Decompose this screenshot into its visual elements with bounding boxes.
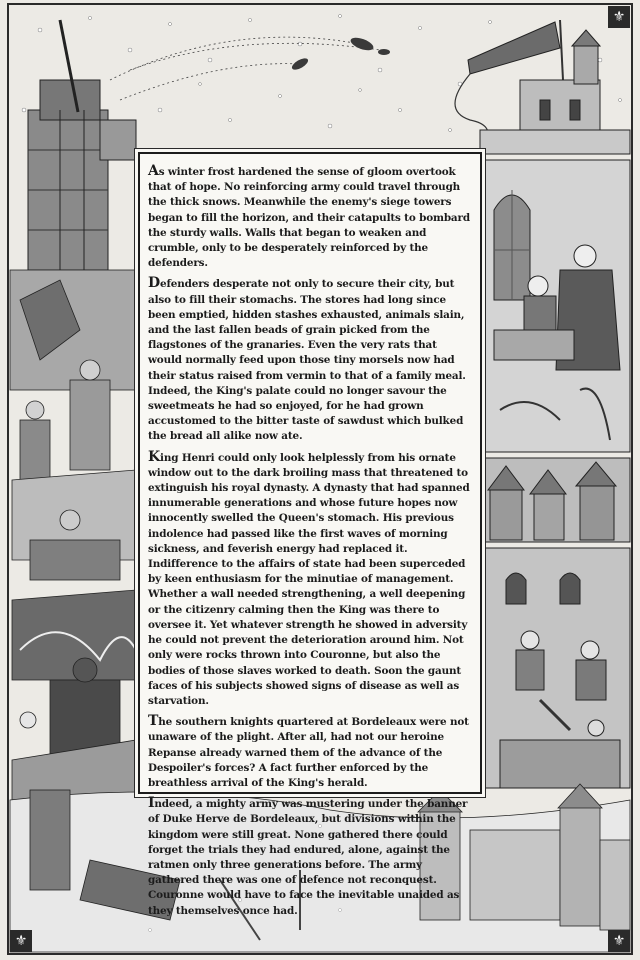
catapult-missiles	[110, 37, 380, 100]
right-throne-panel	[484, 160, 630, 452]
paragraph: As winter frost hardened the sense of gloom overtook that of hope. No reinforcing army could travel through the thick snows. Meanwhile the enemy's siege towers began to fill the horizon, and their catapults to bombard the sturdy walls. Walls that began to weaken and crumble, only to be desperately reinforced by the defenders.	[148, 163, 470, 270]
story-text-box	[138, 152, 482, 917]
fleur-de-lis-icon: ⚜	[10, 930, 32, 952]
paragraph: The southern knights quartered at Bordeleaux were not unaware of the plight. After all, had not our heroine Repanse already warned them of the advance of the Despoiler's forces? A fact further enforced by the breathless arrival of the King's herald.	[148, 713, 469, 789]
fleur-de-lis-icon: ⚜	[608, 930, 630, 952]
paragraph: Defenders desperate not only to secure their city, but also to fill their stomachs. The stores had long since been emptied, hidden stashes exhausted, animals slain, and the last fallen beads of grain picked from the flagstones of the granaries. Even the very rats that would normally feed upon those tiny morsels now had their status raised from vermin to that of a family meal. Indeed, the King's palate could no longer savour the sweetmeats he had so enjoyed, for he had grown accustomed to the bitter taste of sawdust which bulked the bread all alike now ate.	[148, 275, 466, 443]
siege-tower	[28, 20, 136, 270]
left-wall-scene	[10, 270, 136, 830]
paragraph: King Henri could only look helplessly from his ornate window out to the dark broiling mass that threatened to extinguish his royal dynasty. A dynasty that had spanned innumerable generations and whose future hopes now innocently swelled the Queen's stomach. His previous indolence had passed like the first waves of morning sickness, and feverish energy had replaced it. Indifference to the affairs of state had been superceded by keen enthusiasm for the minutiae of management. Whether a wall needed strengthening, a well deepening or the citizenry calming then the King was there to oversee it. Yet whatever strength he showed in adversity he could not prevent the deterioration around him. Not only were rocks thrown into Couronne, but also the bodies of those slaves worked to death. Soon the gaunt faces of his subjects showed signs of disease as well as starvation.	[148, 448, 470, 707]
right-town-panel	[484, 458, 630, 542]
paragraph: Indeed, a mighty army was mustering under the banner of Duke Herve de Bordeleaux, but divisions within the kingdom were still great. None gathered there could forget the trials they had endured, alone, against the ratmen only three generations before. The army gathered there was one of defence not reconquest. Couronne would have to face the inevitable unaided as they themselves once had.	[148, 795, 468, 917]
right-dungeon-panel	[484, 548, 630, 788]
fleur-de-lis-icon: ⚜	[608, 6, 630, 28]
catapult-stones	[290, 35, 390, 72]
